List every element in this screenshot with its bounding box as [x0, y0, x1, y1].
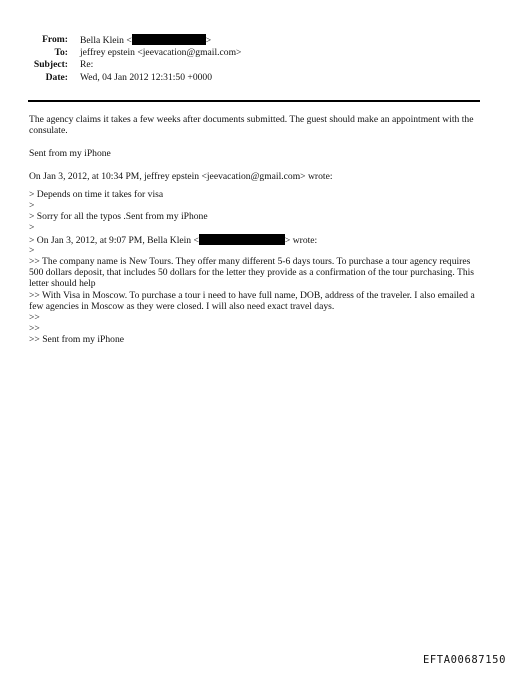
quoted-line: >	[29, 244, 35, 256]
date-value: Wed, 04 Jan 2012 12:31:50 +0000	[80, 71, 213, 83]
document-id: EFTA00687150	[422, 653, 506, 666]
signature: Sent from my iPhone	[29, 147, 111, 159]
date-label: Date:	[45, 71, 68, 83]
redaction-box	[199, 234, 285, 245]
email-header	[0, 34, 300, 84]
quote-intro: On Jan 3, 2012, at 10:34 PM, jeffrey epstein <jeevacation@gmail.com> wrote:	[29, 170, 333, 182]
quoted-line: >>	[29, 323, 40, 335]
quoted-line: > Sorry for all the typos .Sent from my iPhone	[29, 211, 208, 223]
subject-value: Re:	[80, 59, 94, 71]
redaction-box	[132, 34, 206, 45]
from-row	[0, 34, 300, 47]
quoted-line: >> Sent from my iPhone	[29, 334, 125, 346]
quoted-attribution: > On Jan 3, 2012, at 9:07 PM, Bella Klein <	[29, 234, 199, 246]
header-divider	[28, 100, 480, 102]
from-label: From:	[42, 34, 68, 45]
quoted-paragraph: >> The company name is New Tours. They offer many different 5-6 days tours. To purchase a tour agency requires 500 dollars deposit, that includes 50 dollars for the letter they provide as a confirmation of the tour purchasing. This letter should help	[29, 255, 475, 290]
reply-text: The agency claims it takes a few weeks after documents submitted. The guest should make an appointment with the consulate.	[29, 114, 474, 137]
email-body	[29, 114, 485, 346]
quoted-line: > Depends on time it takes for visa	[29, 188, 164, 200]
from-name: Bella Klein <	[80, 35, 132, 46]
quoted-line: >>	[29, 311, 40, 323]
quoted-line	[29, 234, 485, 245]
subject-label: Subject:	[33, 59, 68, 71]
subject-row	[0, 59, 300, 72]
to-value: jeffrey epstein <jeevacation@gmail.com>	[80, 46, 242, 58]
to-label: To:	[54, 46, 68, 58]
from-value	[80, 34, 211, 46]
quoted-line: >	[29, 200, 35, 211]
quoted-line: >	[29, 222, 35, 234]
date-row	[0, 72, 300, 85]
from-close: >	[205, 35, 212, 46]
to-row	[0, 47, 300, 60]
quoted-paragraph: >> With Visa in Moscow. To purchase a tour i need to have full name, DOB, address of the traveler. I also emailed a few agencies in Moscow as they were closed. I will also need exact travel days.	[29, 289, 475, 312]
quoted-wrote: > wrote:	[284, 234, 318, 246]
